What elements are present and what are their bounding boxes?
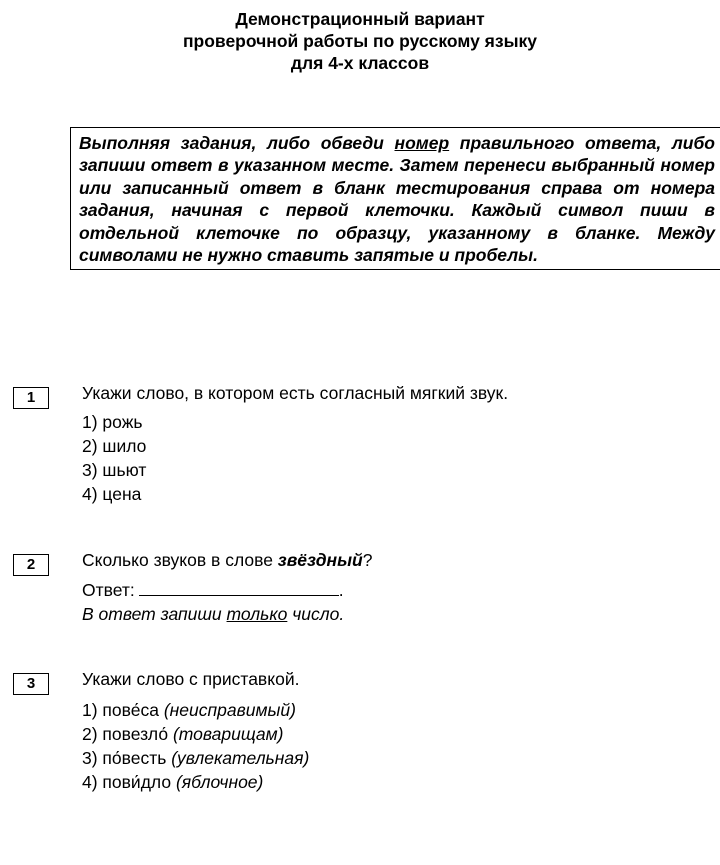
option-word: 3) по́весть [82, 748, 167, 768]
question-suffix: ? [362, 550, 373, 570]
note-suffix: число. [287, 604, 345, 624]
answer-note [82, 602, 344, 626]
title-line-2: проверочной работы по русскому языку [182, 31, 538, 51]
note-underlined: только [226, 604, 288, 624]
answer-line [82, 578, 344, 602]
answer-option[interactable] [82, 746, 309, 770]
task-number-box: 1 [13, 387, 49, 409]
note-prefix: В ответ запиши [82, 604, 227, 624]
instructions-box [70, 127, 720, 270]
task-number-box: 2 [13, 554, 49, 576]
task-options [82, 698, 309, 794]
option-hint: (товарищам) [172, 724, 284, 744]
option-word: 1) пове́са [82, 700, 159, 720]
option-hint: (яблочное) [175, 772, 264, 792]
answer-blank[interactable] [139, 579, 339, 596]
task-options [82, 410, 146, 506]
task-question: Укажи слово, в котором есть согласный мягкий звук. [82, 383, 509, 403]
answer-label: Ответ: [82, 580, 135, 600]
task-question [82, 549, 373, 571]
answer-option[interactable]: 1) рожь [82, 412, 143, 432]
answer-option[interactable] [82, 722, 309, 746]
title-line-1: Демонстрационный вариант [235, 9, 485, 29]
option-word: 2) повезло́ [82, 724, 169, 744]
question-prefix: Сколько звуков в слове [82, 550, 278, 570]
instructions-text-2: правильного ответа, либо запиши ответ в указанном месте. Затем перенеси выбранный номер или записанный ответ в бланк тестирования справа от номера задания, начиная с первой клеточки. Каждый символ пиши в отдельной клеточке по образцу, указанному в бланке. Между символами не нужно ставить запятые и пробелы. [79, 133, 715, 266]
task-question: Укажи слово с приставкой. [82, 669, 300, 689]
question-word: звёздный [277, 550, 363, 570]
answer-area [82, 578, 344, 626]
title-line-3: для 4-х классов [290, 53, 430, 73]
answer-option[interactable]: 4) цена [82, 484, 142, 504]
option-word: 4) пови́дло [82, 772, 172, 792]
answer-option[interactable]: 3) шьют [82, 460, 147, 480]
instructions-underlined: номер [394, 133, 450, 153]
option-hint: (неисправимый) [163, 700, 296, 720]
instructions-text-1: Выполняя задания, либо обведи [79, 133, 395, 153]
answer-end: . [338, 580, 344, 600]
answer-option[interactable]: 2) шило [82, 436, 147, 456]
task-number-box: 3 [13, 673, 49, 695]
answer-option[interactable] [82, 698, 309, 722]
page-title [0, 8, 720, 74]
answer-option[interactable] [82, 770, 309, 794]
option-hint: (увлекательная) [171, 748, 310, 768]
